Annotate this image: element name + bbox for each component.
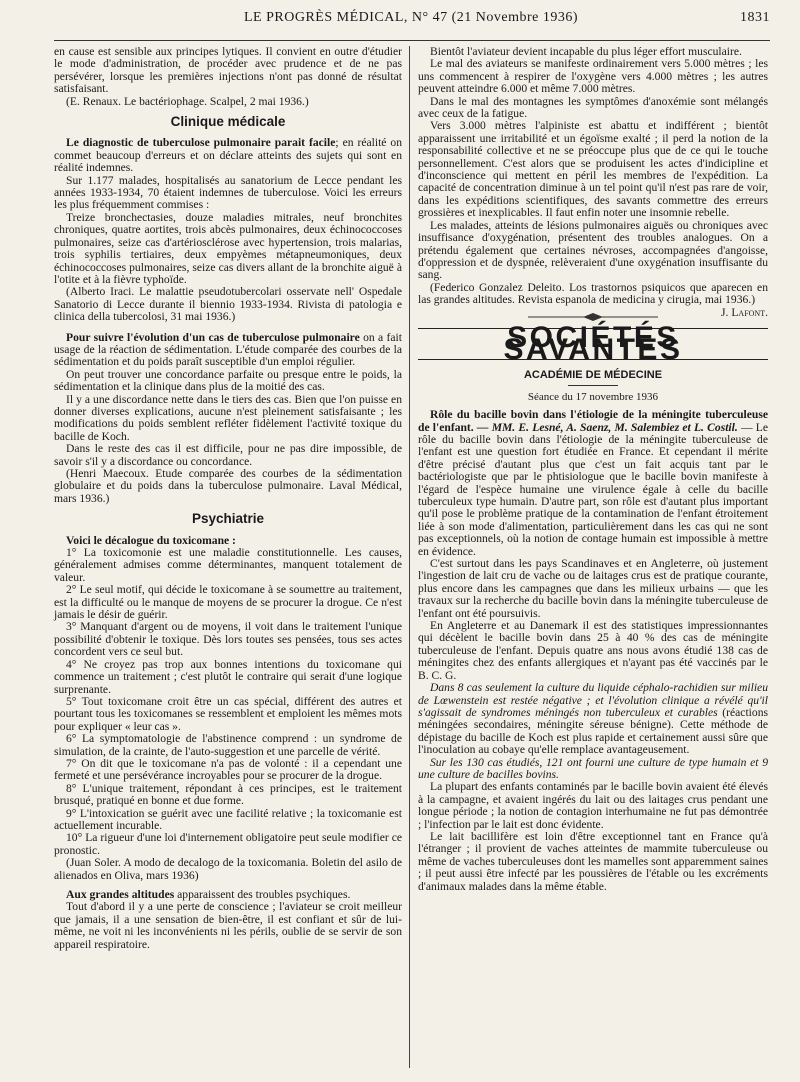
article-diagnostic [54, 137, 402, 174]
session-date: Séance du 17 novembre 1936 [527, 390, 659, 403]
journal-title: LE PROGRÈS MÉDICAL, N° 47 (21 Novembre 1936) [244, 10, 579, 25]
citation: (Juan Soler. A modo de decalogo de la toxicomania. Boletin del asilo de alienados en Oliva, mars 1936) [54, 856, 402, 882]
decalogue-item: 1° La toxicomonie est une maladie constitutionnelle. Les causes, généralement admises comme déterminantes, manquent totalement de valeur. [54, 546, 402, 584]
decalogue-item: 7° On dit que le toxicomane n'a pas de volonté : il a cependant une fermeté et une persévérance incroyables pour se procurer de la drogue. [54, 756, 402, 783]
section-title-clinique: Clinique médicale [170, 114, 286, 130]
paragraph: Le lait bacillifère est loin d'être exceptionnel tant en France qu'à l'étranger ; il provient de vaches atteintes de mammite tuberculeuse ou même de vaches tuberculeuses dont les mamelles sont apparemment saines ; il peut aussi être infecté par les poussières de l'étable ou les excréments d'animaux malades dans la même étable. [418, 829, 768, 893]
paragraph [418, 682, 768, 756]
article-title: Rôle du bacille bovin dans l'étiologie de la méningite tuberculeuse de l'enfant. [418, 408, 768, 434]
section-title-psychiatrie: Psychiatrie [191, 511, 265, 527]
decalogue-item: 4° Ne croyez pas trop aux bonnes intentions du toxicomane qui commence un traitement ; c'est plutôt le contraire qui serait d'une logique surprenante. [54, 657, 402, 696]
left-column [54, 46, 402, 951]
italic-text: Dans 8 cas seulement la culture du liquide céphalo-rachidien sur milieu de Lœwenstein est restée négative ; et l'évolution clinique a révélé qu'il s'agissait de syndromes méningés non tuberculeux et curables [418, 681, 768, 719]
article-text: apparaissent des troubles psychiques. [174, 888, 351, 901]
citation-text: (Federico Gonzalez Deleito. Los trastornos psiquicos que aparecen en las grandes altitudes. Revista espanola de medicina y cirugia, mai 1936.) [418, 280, 768, 307]
paragraph: On peut trouver une concordance parfaite ou presque entre le poids, la sédimentation et la clinique dans plus de la moitié des cas. [54, 367, 402, 394]
paragraph: Le mal des aviateurs se manifeste ordinairement vers 5.000 mètres ; les uns commencent à respirer de l'oxygène vers 4.000 mètres ; les autres peuvent atteindre 6.000 et même 7.000 mètres. [418, 57, 768, 96]
paragraph: En Angleterre et au Danemark il est des statistiques impressionnantes qui décèlent le bacille bovin dans 25 à 40 % des cas de méningite tuberculeuse de l'enfant. Depuis quatre ans nous avons étudié 138 cas de méningites chez des enfants allergiques et n'ayant pas été vaccinés par le B. C. G. [418, 619, 768, 682]
article-evolution [54, 332, 402, 369]
paragraph: Vers 3.000 mètres l'alpiniste est abattu et indifférent ; bientôt apparaissent une irritabilité et un égoïsme exalté ; il perd la notion de la responsabilité collective et ne se préoccupe plus que de ce qui le touche personnellement. C'est alors que se produisent les actes d'indicipline et d'inconscience qui mettent en péril les membres de l'expédition. La capacité de concentration diminue à un tel point qu'il n'est pas rare de voir, dans les expéditions scientifiques, des savants commettre des erreurs grossières et inexplicables. Il faut enfin noter une insomnie rebelle. [418, 119, 768, 220]
academy-rule [568, 385, 618, 386]
author-signature: J. Lafont. [721, 305, 768, 319]
decalogue-item: 5° Tout toxicomane croit être un cas spécial, différent des autres et pourtant tous les toxicomanes se ressemblent et emploient les mêmes mots pour expliquer « leur cas ». [54, 694, 402, 733]
paragraph: Sur les 130 cas étudiés, 121 ont fourni une culture de type humain et 9 une culture de bacilles bovins. [418, 755, 768, 781]
article-text: on a fait usage de la réaction de sédimentation. L'étude comparée des courbes de la sédimentation et du poids paraît susceptible d'un emploi régulier. [54, 330, 402, 369]
citation: (Alberto Iraci. Le malattie pseudotubercolari osservate nell' Ospedale Sanatorio di Lecce durante il biennio 1933-1934. Rivista di patologia e clinica della tubercolosi, 31 mai 1936.) [54, 285, 402, 324]
paragraph: C'est surtout dans les pays Scandinaves et en Angleterre, où justement l'ingestion de lait cru de vache ou de laitages crus est de pratique courante, plus encore dans les campagnes que dans les milieux urbains — que les travaux sur la recherche du bacille bovin dans la méningite tuberculeuse de l'enfant ont été poursuivis. [418, 557, 768, 620]
column-divider [409, 46, 410, 1068]
citation: (Henri Maecoux. Etude comparée des courbes de la sédimentation globulaire et du poids dans la tuberculose pulmonaire. Laval Médical, mars 1936.) [54, 467, 402, 505]
right-column [418, 46, 768, 893]
paragraph: Sur 1.177 malades, hospitalisés au sanatorium de Lecce pendant les années 1933-1934, 70 étaient indemnes de tuberculose. Voici les erreurs les plus fréquemment commises : [54, 173, 402, 212]
paragraph: Treize bronchectasies, douze maladies mitrales, neuf bronchites chroniques, quatre aortites, trois abcès pulmonaires, deux échinococcoses pulmonaires, seize cas d'artériosclérose avec hypertension, trois malarias, trois syphilis tertiaires, deux empyèmes métapneumoniques, deux échinococcoses pulmonaires, seize cas divers allant de la bronchite aiguë à l'otite et à la fièvre typhoïde. [54, 210, 402, 286]
article-text: — Le rôle du bacille bovin dans l'étiologie de la méningite tuberculeuse de l'enfant est une question fort étudiée en France. Et cependant il mérite d'être précisé d'autant plus que c'est un fait acquis tant par le bactériologiste que par le phtisiologue que le bacille bovin manifeste à l'égard de l'espèce humaine une virulence égale à celle du bacille tuberculeux type humain. D'autre part, son rôle est d'autant plus important qu'il pose le problème pratique de la contamination de l'enfant étroitement liée à son mode d'alimentation, particulièrement dans les cas qui ne sont pas exceptionnels, où la notion de contage humain est impossible à mettre en évidence. [418, 420, 768, 558]
paragraph: La plupart des enfants contaminés par le bacille bovin avaient été élevés à la campagne, et avaient ingérés du lait ou des laitages crus pendant une longue période ; la notion de contagion interhumaine ne fut pas démontrée ; l'infection par le lait est donc évidente. [418, 780, 768, 831]
article-authors: — MM. E. Lesné, A. Saenz, M. Salembiez et L. Costil. [473, 420, 738, 434]
paragraph: Dans le reste des cas il est difficile, pour ne pas dire impossible, de savoir s'il y a discordance ou concordance. [54, 442, 402, 468]
running-head [54, 6, 770, 28]
academy-heading: ACADÉMIE DE MÉDECINE [523, 369, 663, 382]
header-rule [54, 40, 770, 41]
article-role-bacille [418, 409, 768, 558]
ornament-icon [528, 312, 658, 322]
section-banner: SOCIÉTÉS SAVANTES [418, 328, 768, 361]
ornament-separator [418, 310, 768, 324]
paragraph: en cause est sensible aux principes lytiques. Il convient en outre d'étudier le mode d'administration, de procéder avec prudence et de ne pas persévérer, lorsque les premières injections n'ont pas donné de résultat satisfaisant. [54, 45, 402, 96]
citation: (E. Renaux. Le bactériophage. Scalpel, 2 mai 1936.) [66, 94, 309, 108]
article-title: Pour suivre l'évolution d'un cas de tuberculose pulmonaire [66, 330, 360, 344]
paragraph: Tout d'abord il y a une perte de conscience ; l'aviateur se croit meilleur que jamais, il a une sensation de bien-être, il est confiant et sûr de lui-même, ne voit ni les inconvénients ni les périls, oublie de se servir de son appareil respiratoire. [54, 900, 402, 951]
paragraph: Il y a une discordance nette dans le tiers des cas. Bien que l'on puisse en donner diverses explications, aucune n'est pleinement satisfaisante ; les modifications du poids semblent refléter fidèlement l'activité toxique du bacille de Koch. [54, 392, 402, 443]
paragraph-text: (réactions méningées secondaires, méningite séreuse bénigne). Cette méthode de dépistage du bacille de Koch est plus rapide et certainement aussi sûre que l'inoculation au cobaye qu'elle remplace avantageusement. [418, 705, 768, 757]
decalogue-item: 2° Le seul motif, qui décide le toxicomane à se soumettre au traitement, est la difficulté ou le manque de moyens de se procurer la drogue. Ce n'est jamais le désir de guérir. [54, 583, 402, 622]
decalogue-item: 8° L'unique traitement, répondant à ces principes, est le traitement brusqué, pratiqué en bonne et due forme. [54, 781, 402, 808]
paragraph: Dans le mal des montagnes les symptômes d'anoxémie sont mélangés avec ceux de la fatigue. [418, 94, 768, 121]
paragraph: Les malades, atteints de lésions pulmonaires aiguës ou chroniques avec insuffisance d'oxygénation, présentent des troubles analogues. On a prétendu également que certaines névroses, accompagnées d'angoisse, d'oppression et de dyspnée, relèveraient d'une oxygénation insuffisante du sang. [418, 218, 768, 282]
article-title: Aux grandes altitudes [66, 888, 175, 901]
article-title: Le diagnostic de tuberculose pulmonaire parait facile [66, 136, 336, 150]
decalogue-item: 9° L'intoxication se guérit avec une facilité relative ; la toxicomanie est actuellement incurable. [54, 806, 402, 832]
decalogue-item: 3° Manquant d'argent ou de moyens, il voit dans le traitement l'unique possibilité d'obtenir le toxique. Dès lors toutes ses pensées, tous ses actes concordent vers ce seul but. [54, 620, 402, 659]
decalogue-item: 10° La rigueur d'une loi d'internement obligatoire peut seule modifier ce pronostic. [54, 831, 402, 857]
article-title: Voici le décalogue du toxicomane : [66, 533, 236, 547]
citation [418, 280, 768, 319]
article-text: ; en réalité on commet beaucoup d'erreurs et on déclare atteints des sujets qui sont en réalité indemnes. [54, 136, 402, 175]
decalogue-item: 6° La symptomatologie de l'abstinence comprend : un syndrome de simulation, de la crainte, de l'auto-suggestion et une parcelle de vérité. [54, 732, 402, 758]
paragraph: Bientôt l'aviateur devient incapable du plus léger effort musculaire. [430, 45, 742, 58]
page-number: 1831 [740, 10, 770, 25]
